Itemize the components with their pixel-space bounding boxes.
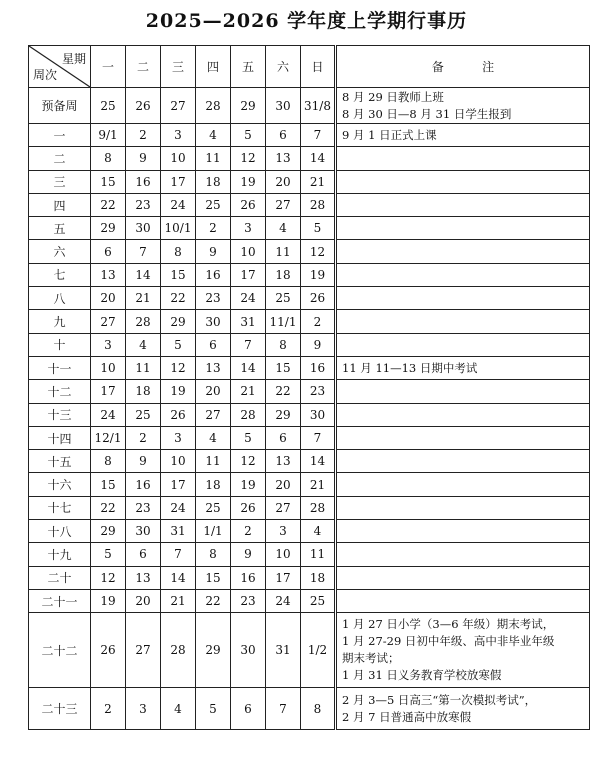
notes-cell <box>336 688 590 730</box>
day-cell: 8 <box>161 240 196 263</box>
day-cell: 17 <box>161 473 196 496</box>
day-cell: 24 <box>91 403 126 426</box>
week-cell: 十三 <box>29 403 91 426</box>
day-cell: 29 <box>91 217 126 240</box>
notes-cell <box>336 520 590 543</box>
day-cell: 24 <box>161 193 196 216</box>
day-cell: 19 <box>231 170 266 193</box>
day-cell: 12/1 <box>91 426 126 449</box>
week-cell: 二十二 <box>29 613 91 688</box>
notes-cell <box>336 217 590 240</box>
header-day: 五 <box>231 46 266 88</box>
day-cell: 11 <box>301 543 336 566</box>
week-cell: 八 <box>29 287 91 310</box>
day-cell: 16 <box>231 566 266 589</box>
table-row <box>29 310 590 333</box>
day-cell: 9 <box>196 240 231 263</box>
day-cell: 22 <box>161 287 196 310</box>
day-cell: 17 <box>91 380 126 403</box>
table-row <box>29 124 590 147</box>
day-cell: 21 <box>126 287 161 310</box>
header-row <box>29 46 590 88</box>
week-cell: 二十 <box>29 566 91 589</box>
day-cell: 3 <box>161 426 196 449</box>
day-cell: 18 <box>196 473 231 496</box>
notes-cell <box>336 473 590 496</box>
day-cell: 2 <box>91 688 126 730</box>
day-cell: 22 <box>91 496 126 519</box>
notes-cell <box>336 263 590 286</box>
day-cell: 2 <box>231 520 266 543</box>
day-cell: 26 <box>161 403 196 426</box>
day-cell: 5 <box>301 217 336 240</box>
day-cell: 10 <box>266 543 301 566</box>
day-cell: 27 <box>196 403 231 426</box>
day-cell: 3 <box>231 217 266 240</box>
day-cell: 13 <box>91 263 126 286</box>
day-cell: 3 <box>91 333 126 356</box>
notes-cell <box>336 380 590 403</box>
corner-weekday-label: 星期 <box>61 52 86 66</box>
note-line: 期末考试； <box>342 651 400 666</box>
day-cell: 28 <box>231 403 266 426</box>
day-cell: 28 <box>301 193 336 216</box>
notes-cell <box>336 88 590 124</box>
table-row <box>29 403 590 426</box>
day-cell: 29 <box>196 613 231 688</box>
notes-cell <box>336 170 590 193</box>
day-cell: 2 <box>126 426 161 449</box>
day-cell: 16 <box>301 356 336 379</box>
day-cell: 31 <box>231 310 266 333</box>
day-cell: 20 <box>266 473 301 496</box>
note-line: 1 月 27-29 日初中年级、高中非毕业年级 <box>342 634 555 649</box>
week-cell: 十八 <box>29 520 91 543</box>
day-cell: 17 <box>231 263 266 286</box>
week-cell: 九 <box>29 310 91 333</box>
day-cell: 24 <box>231 287 266 310</box>
header-day: 三 <box>161 46 196 88</box>
day-cell: 15 <box>266 356 301 379</box>
week-cell: 十七 <box>29 496 91 519</box>
day-cell: 26 <box>126 88 161 124</box>
week-cell: 十九 <box>29 543 91 566</box>
day-cell: 9/1 <box>91 124 126 147</box>
table-row <box>29 688 590 730</box>
note-line: 2 月 7 日普通高中放寒假 <box>342 709 472 724</box>
day-cell: 18 <box>266 263 301 286</box>
day-cell: 25 <box>301 589 336 612</box>
day-cell: 18 <box>301 566 336 589</box>
table-row <box>29 473 590 496</box>
day-cell: 19 <box>301 263 336 286</box>
note-line: 1 月 31 日义务教育学校放寒假 <box>342 668 502 683</box>
day-cell: 10 <box>91 356 126 379</box>
day-cell: 18 <box>196 170 231 193</box>
day-cell: 7 <box>301 426 336 449</box>
day-cell: 20 <box>266 170 301 193</box>
day-cell: 8 <box>196 543 231 566</box>
week-cell: 二十三 <box>29 688 91 730</box>
day-cell: 4 <box>161 688 196 730</box>
day-cell: 23 <box>126 193 161 216</box>
table-row <box>29 450 590 473</box>
note-line: 11 月 11—13 日期中考试 <box>342 360 478 375</box>
day-cell: 13 <box>126 566 161 589</box>
day-cell: 2 <box>301 310 336 333</box>
corner-week-label: 周次 <box>33 68 58 82</box>
day-cell: 14 <box>231 356 266 379</box>
table-row <box>29 496 590 519</box>
day-cell: 27 <box>161 88 196 124</box>
header-day: 一 <box>91 46 126 88</box>
table-row <box>29 193 590 216</box>
day-cell: 30 <box>126 520 161 543</box>
notes-cell <box>336 403 590 426</box>
note-line: 9 月 1 日正式上课 <box>342 127 437 142</box>
notes-cell <box>336 543 590 566</box>
day-cell: 26 <box>231 193 266 216</box>
day-cell: 16 <box>126 473 161 496</box>
day-cell: 16 <box>196 263 231 286</box>
day-cell: 3 <box>266 520 301 543</box>
day-cell: 17 <box>266 566 301 589</box>
day-cell: 22 <box>266 380 301 403</box>
day-cell: 4 <box>301 520 336 543</box>
header-day: 四 <box>196 46 231 88</box>
day-cell: 16 <box>126 170 161 193</box>
notes-cell <box>336 613 590 688</box>
day-cell: 5 <box>161 333 196 356</box>
table-row <box>29 240 590 263</box>
day-cell: 8 <box>91 450 126 473</box>
day-cell: 7 <box>126 240 161 263</box>
day-cell: 9 <box>301 333 336 356</box>
day-cell: 12 <box>91 566 126 589</box>
day-cell: 5 <box>91 543 126 566</box>
day-cell: 6 <box>266 426 301 449</box>
day-cell: 14 <box>126 263 161 286</box>
day-cell: 25 <box>196 193 231 216</box>
day-cell: 20 <box>126 589 161 612</box>
header-corner <box>29 46 91 88</box>
header-day: 日 <box>301 46 336 88</box>
day-cell: 30 <box>196 310 231 333</box>
notes-cell <box>336 566 590 589</box>
day-cell: 22 <box>196 589 231 612</box>
day-cell: 5 <box>196 688 231 730</box>
week-cell: 十四 <box>29 426 91 449</box>
table-row <box>29 88 590 124</box>
day-cell: 13 <box>196 356 231 379</box>
notes-cell <box>336 147 590 170</box>
table-row <box>29 613 590 688</box>
day-cell: 5 <box>231 426 266 449</box>
week-cell: 十一 <box>29 356 91 379</box>
calendar-body <box>29 88 590 730</box>
table-row <box>29 426 590 449</box>
day-cell: 9 <box>126 450 161 473</box>
day-cell: 27 <box>266 193 301 216</box>
day-cell: 19 <box>231 473 266 496</box>
day-cell: 27 <box>91 310 126 333</box>
day-cell: 3 <box>126 688 161 730</box>
day-cell: 10 <box>161 147 196 170</box>
week-cell: 四 <box>29 193 91 216</box>
day-cell: 31 <box>161 520 196 543</box>
day-cell: 6 <box>196 333 231 356</box>
table-row <box>29 356 590 379</box>
notes-cell <box>336 426 590 449</box>
day-cell: 7 <box>231 333 266 356</box>
day-cell: 11/1 <box>266 310 301 333</box>
header-notes: 备 注 <box>336 46 590 88</box>
notes-cell <box>336 193 590 216</box>
day-cell: 15 <box>91 170 126 193</box>
day-cell: 4 <box>126 333 161 356</box>
day-cell: 18 <box>126 380 161 403</box>
day-cell: 6 <box>126 543 161 566</box>
day-cell: 8 <box>266 333 301 356</box>
day-cell: 21 <box>301 170 336 193</box>
day-cell: 15 <box>196 566 231 589</box>
day-cell: 9 <box>231 543 266 566</box>
day-cell: 8 <box>91 147 126 170</box>
day-cell: 17 <box>161 170 196 193</box>
day-cell: 2 <box>196 217 231 240</box>
table-row <box>29 287 590 310</box>
day-cell: 1/1 <box>196 520 231 543</box>
day-cell: 26 <box>91 613 126 688</box>
day-cell: 13 <box>266 450 301 473</box>
week-cell: 预备周 <box>29 88 91 124</box>
table-row <box>29 520 590 543</box>
day-cell: 15 <box>91 473 126 496</box>
header-day: 二 <box>126 46 161 88</box>
note-line: 1 月 27 日小学（3—6 年级）期末考试， <box>342 617 555 632</box>
week-cell: 十二 <box>29 380 91 403</box>
day-cell: 10/1 <box>161 217 196 240</box>
day-cell: 30 <box>126 217 161 240</box>
day-cell: 10 <box>231 240 266 263</box>
notes-cell <box>336 287 590 310</box>
week-cell: 二 <box>29 147 91 170</box>
day-cell: 1/2 <box>301 613 336 688</box>
day-cell: 31/8 <box>301 88 336 124</box>
day-cell: 29 <box>91 520 126 543</box>
week-cell: 三 <box>29 170 91 193</box>
day-cell: 13 <box>266 147 301 170</box>
day-cell: 11 <box>196 450 231 473</box>
note-line: 8 月 30 日—8 月 31 日学生报到 <box>342 106 512 121</box>
day-cell: 8 <box>301 688 336 730</box>
day-cell: 30 <box>266 88 301 124</box>
day-cell: 14 <box>161 566 196 589</box>
day-cell: 22 <box>91 193 126 216</box>
day-cell: 11 <box>126 356 161 379</box>
notes-cell <box>336 333 590 356</box>
day-cell: 11 <box>266 240 301 263</box>
table-row <box>29 217 590 240</box>
day-cell: 21 <box>161 589 196 612</box>
week-cell: 五 <box>29 217 91 240</box>
week-cell: 二十一 <box>29 589 91 612</box>
day-cell: 4 <box>196 124 231 147</box>
day-cell: 7 <box>161 543 196 566</box>
day-cell: 26 <box>301 287 336 310</box>
day-cell: 4 <box>196 426 231 449</box>
table-row <box>29 380 590 403</box>
day-cell: 20 <box>196 380 231 403</box>
day-cell: 4 <box>266 217 301 240</box>
day-cell: 11 <box>196 147 231 170</box>
day-cell: 20 <box>91 287 126 310</box>
day-cell: 23 <box>126 496 161 519</box>
day-cell: 6 <box>91 240 126 263</box>
notes-cell <box>336 240 590 263</box>
day-cell: 6 <box>231 688 266 730</box>
page-title: 2025—2026 学年度上学期行事历 <box>145 10 468 32</box>
day-cell: 27 <box>126 613 161 688</box>
table-row <box>29 170 590 193</box>
table-row <box>29 589 590 612</box>
day-cell: 19 <box>161 380 196 403</box>
table-row <box>29 333 590 356</box>
day-cell: 25 <box>266 287 301 310</box>
day-cell: 31 <box>266 613 301 688</box>
day-cell: 26 <box>231 496 266 519</box>
day-cell: 28 <box>301 496 336 519</box>
note-line: 8 月 29 日教师上班 <box>342 89 444 104</box>
week-cell: 一 <box>29 124 91 147</box>
note-line: 2 月 3—5 日高三“第一次模拟考试”， <box>342 692 537 707</box>
day-cell: 9 <box>126 147 161 170</box>
day-cell: 14 <box>301 147 336 170</box>
day-cell: 12 <box>161 356 196 379</box>
day-cell: 28 <box>161 613 196 688</box>
day-cell: 27 <box>266 496 301 519</box>
day-cell: 29 <box>161 310 196 333</box>
notes-cell <box>336 496 590 519</box>
table-row <box>29 263 590 286</box>
day-cell: 29 <box>266 403 301 426</box>
week-cell: 十六 <box>29 473 91 496</box>
day-cell: 25 <box>126 403 161 426</box>
week-cell: 十 <box>29 333 91 356</box>
day-cell: 15 <box>161 263 196 286</box>
day-cell: 28 <box>126 310 161 333</box>
day-cell: 3 <box>161 124 196 147</box>
week-cell: 七 <box>29 263 91 286</box>
day-cell: 24 <box>161 496 196 519</box>
day-cell: 30 <box>231 613 266 688</box>
day-cell: 29 <box>231 88 266 124</box>
day-cell: 6 <box>266 124 301 147</box>
day-cell: 25 <box>196 496 231 519</box>
table-row <box>29 566 590 589</box>
day-cell: 7 <box>301 124 336 147</box>
day-cell: 2 <box>126 124 161 147</box>
day-cell: 23 <box>231 589 266 612</box>
day-cell: 24 <box>266 589 301 612</box>
day-cell: 25 <box>91 88 126 124</box>
day-cell: 19 <box>91 589 126 612</box>
header-day: 六 <box>266 46 301 88</box>
day-cell: 12 <box>231 450 266 473</box>
notes-cell <box>336 589 590 612</box>
day-cell: 23 <box>301 380 336 403</box>
table-row <box>29 543 590 566</box>
day-cell: 5 <box>231 124 266 147</box>
day-cell: 21 <box>231 380 266 403</box>
notes-cell <box>336 124 590 147</box>
day-cell: 28 <box>196 88 231 124</box>
day-cell: 30 <box>301 403 336 426</box>
notes-cell <box>336 310 590 333</box>
day-cell: 14 <box>301 450 336 473</box>
day-cell: 7 <box>266 688 301 730</box>
calendar-table <box>28 45 590 730</box>
day-cell: 21 <box>301 473 336 496</box>
week-cell: 十五 <box>29 450 91 473</box>
day-cell: 12 <box>301 240 336 263</box>
table-row <box>29 147 590 170</box>
day-cell: 23 <box>196 287 231 310</box>
notes-cell <box>336 356 590 379</box>
week-cell: 六 <box>29 240 91 263</box>
day-cell: 10 <box>161 450 196 473</box>
day-cell: 12 <box>231 147 266 170</box>
notes-cell <box>336 450 590 473</box>
